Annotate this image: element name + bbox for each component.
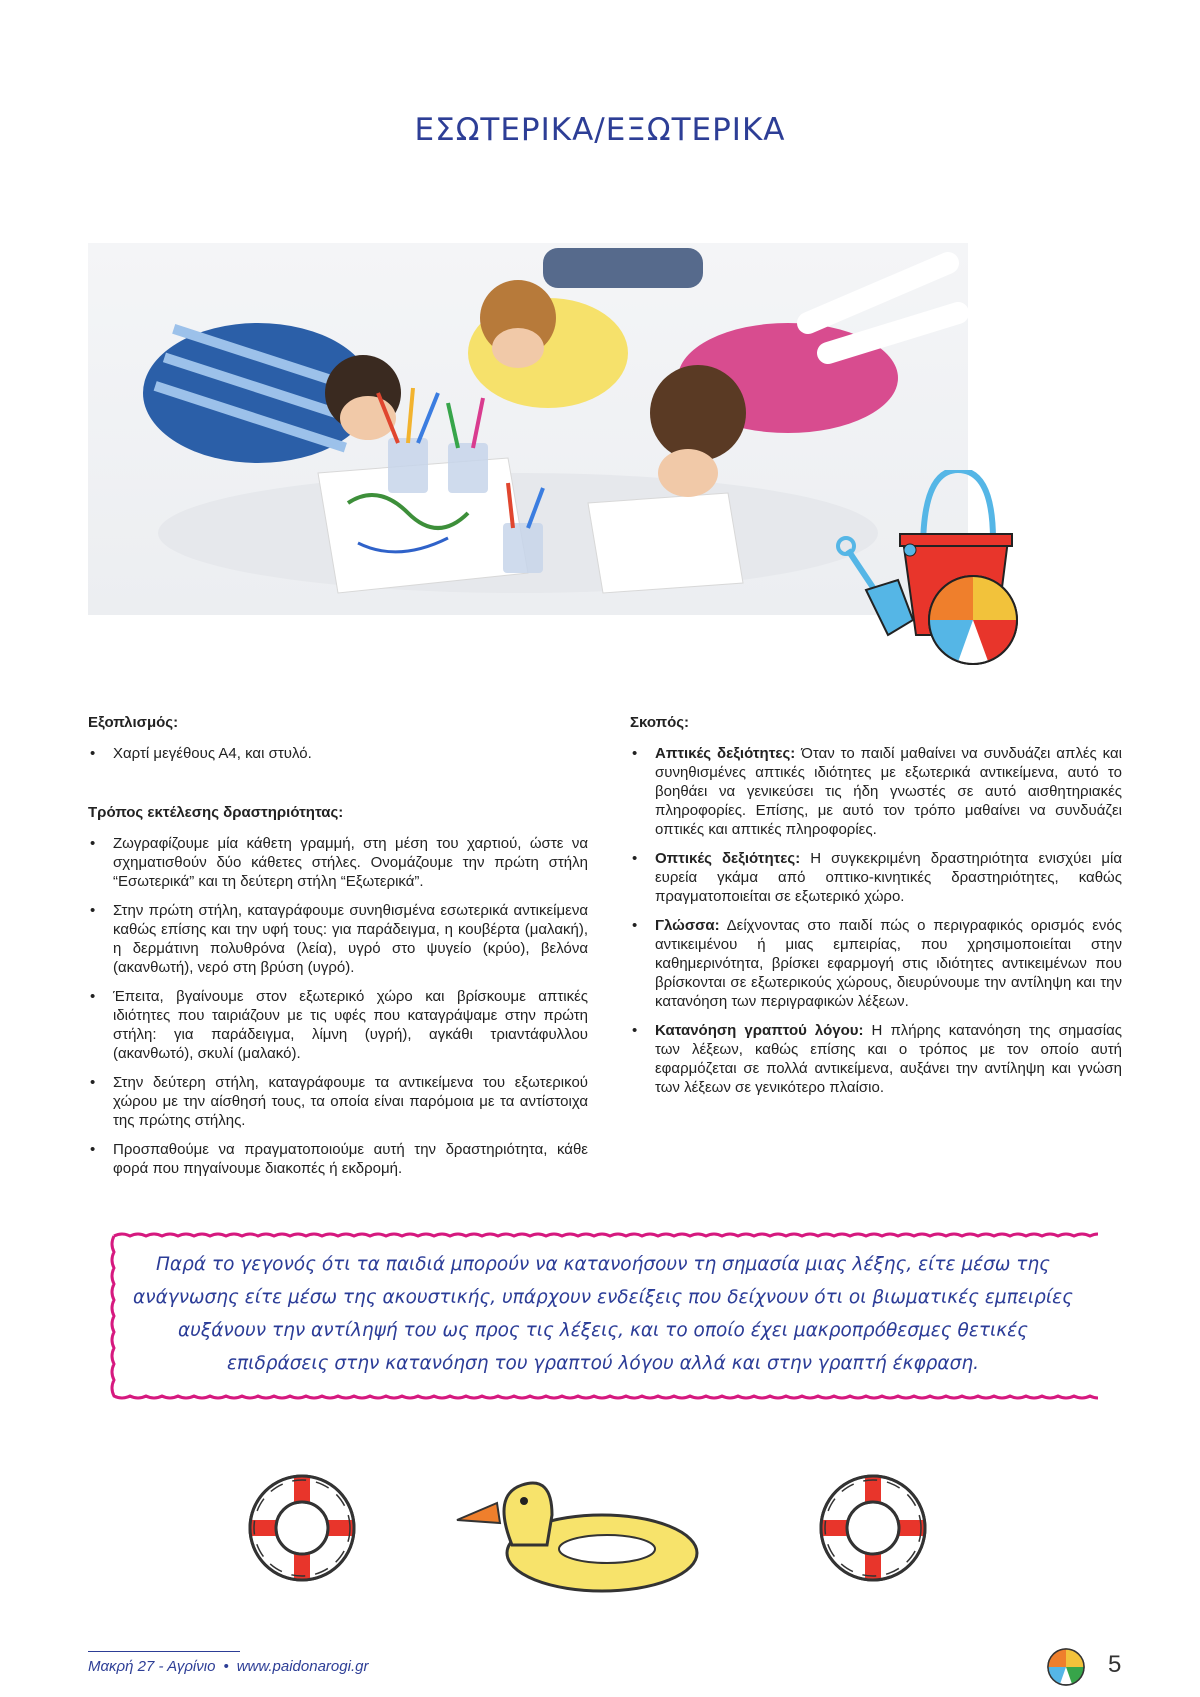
quote-box	[108, 1230, 1098, 1400]
procedure-heading: Τρόπος εκτέλεσης δραστηριότητας:	[88, 804, 344, 821]
list-item: • Ζωγραφίζουμε μία κάθετη γραμμή, στη μέση του χαρτιού, ώστε να σχηματισθούν δύο κάθετες στήλες. Ονομάζουμε την πρώτη στήλη “Εσωτερικά” και τη δεύτερη στήλη “Εξωτερικά”.	[88, 834, 588, 891]
list-item: • Προσπαθούμε να πραγματοποιούμε αυτή την δραστηριότητα, κάθε φορά που πηγαίνουμε διακοπές ή εκδρομή.	[88, 1140, 588, 1178]
footer	[88, 1658, 368, 1675]
life-buoy-icon	[815, 1470, 931, 1586]
purpose-heading: Σκοπός:	[630, 714, 690, 731]
purpose-text: Η συγκεκριμένη δραστηριότητα ενισχύει μία ευρεία γκάμα από οπτικο-κινητικές δραστηριότητες, καθώς πραγματοποιείται σε εξωτερικό χώρο.	[655, 850, 1123, 905]
purpose-text: Όταν το παιδί μαθαίνει να συνδυάζει απλές και συνηθισμένες απτικές ιδιότητες με εξωτερικά αντικείμενα, αυτό το βοηθάει να γενικεύσει τις ήδη γνωστές σε αυτό αισθητηριακές πληροφορίες. Επίσης, με αυτό τον τρόπο μαθαίνει να συνδυάζει οπτικές και απτικές πληροφορίες.	[655, 745, 1122, 838]
duck-float-icon	[452, 1475, 702, 1595]
quote-text: Παρά το γεγονός ότι τα παιδιά μπορούν να κατανοήσουν τη σημασία μιας λέξης, είτε μέσω της ανάγνωσης είτε μέσω της ακουστικής, υπάρχουν ενδείξεις που δείχνουν ότι οι βιωματικές εμπειρίες αυξάνουν την αντίληψή του ως προς τις λέξεις, και το οποίο έχει μακροπρόθεσμες θετικές επιδράσεις στην κατανόηση του γραπτού λόγου αλλά και στην γραπτή έκφραση.	[133, 1254, 1073, 1374]
list-item: • Στην πρώτη στήλη, καταγράφουμε συνηθισμένα εσωτερικά αντικείμενα καθώς επίσης και την υφή τους: για παράδειγμα, η κουβέρτα (μαλακή), η δερμάτινη πολυθρόνα (λεία), υγρό στο ψυγείο (κρύο), βελόνα (ακανθωτή), νερό στη βρύση (υγρό).	[88, 901, 588, 977]
equipment-list	[88, 744, 588, 763]
purpose-term: Κατανόηση γραπτού λόγου:	[655, 1022, 864, 1039]
list-item: • Στην δεύτερη στήλη, καταγράφουμε τα αντικείμενα του εξωτερικού χώρου με την αίσθησή τους, τα οποία είναι παρόμοια με τα αντίστοιχα της πρώτης στήλης.	[88, 1073, 588, 1130]
beach-ball-icon	[1046, 1647, 1086, 1687]
footer-address: Μακρή 27 - Αγρίνιο	[88, 1658, 216, 1675]
procedure-list	[88, 834, 588, 1178]
page-number: 5	[1108, 1651, 1122, 1678]
purpose-list	[630, 744, 1122, 1097]
equipment-heading: Εξοπλισμός:	[88, 714, 179, 731]
purpose-term: Απτικές δεξιότητες:	[655, 745, 796, 762]
purpose-text: Η πλήρης κατανόηση της σημασίας των λέξεων, καθώς επίσης και ο τρόπος με τον οποίο αυτή εφαρμόζεται σε πολλά αντικείμενα, αυξάνει την αντίληψη και γνώση των λέξεων σε γενικότερο πλαίσιο.	[655, 1022, 1122, 1096]
list-item: • Χαρτί μεγέθους Α4, και στυλό.	[88, 744, 588, 763]
list-item	[630, 849, 1122, 906]
purpose-term: Οπτικές δεξιότητες:	[655, 850, 801, 867]
left-column	[88, 713, 588, 1188]
bucket-shovel-ball-icon	[828, 470, 1028, 670]
list-item	[630, 744, 1122, 839]
list-item	[630, 1021, 1122, 1097]
purpose-text: Δείχνοντας στο παιδί πώς ο περιγραφικός ορισμός ενός αντικειμένου ή μιας εμπειρίας, που χρησιμοποιείται στην καθημερινότητα, βρίσκει εφαρμογή στις ιδιότητες αντικειμένων που βρίσκονται σε εξωτερικούς χώρους, διευρύνουμε την αντίληψη και την κατανόηση των περιγραφικών λέξεων.	[655, 917, 1122, 1010]
list-item: • Έπειτα, βγαίνουμε στον εξωτερικό χώρο και βρίσκουμε απτικές ιδιότητες που ταιριάζουν με τις υφές που καταγράψαμε στην πρώτη στήλη: για παράδειγμα, λίμνη (υγρή), αγκάθι τριαντάφυλλου (ακανθωτό), σκυλί (μαλακό).	[88, 987, 588, 1063]
footer-website-link[interactable]: www.paidonarogi.gr	[236, 1658, 369, 1675]
list-item	[630, 916, 1122, 1011]
right-column	[630, 713, 1122, 1107]
page-title: ΕΣΩΤΕΡΙΚΑ/ΕΞΩΤΕΡΙΚΑ	[414, 112, 786, 148]
footer-divider	[88, 1651, 240, 1652]
purpose-term: Γλώσσα:	[655, 917, 720, 934]
footer-separator: •	[223, 1658, 229, 1675]
life-buoy-icon	[244, 1470, 360, 1586]
